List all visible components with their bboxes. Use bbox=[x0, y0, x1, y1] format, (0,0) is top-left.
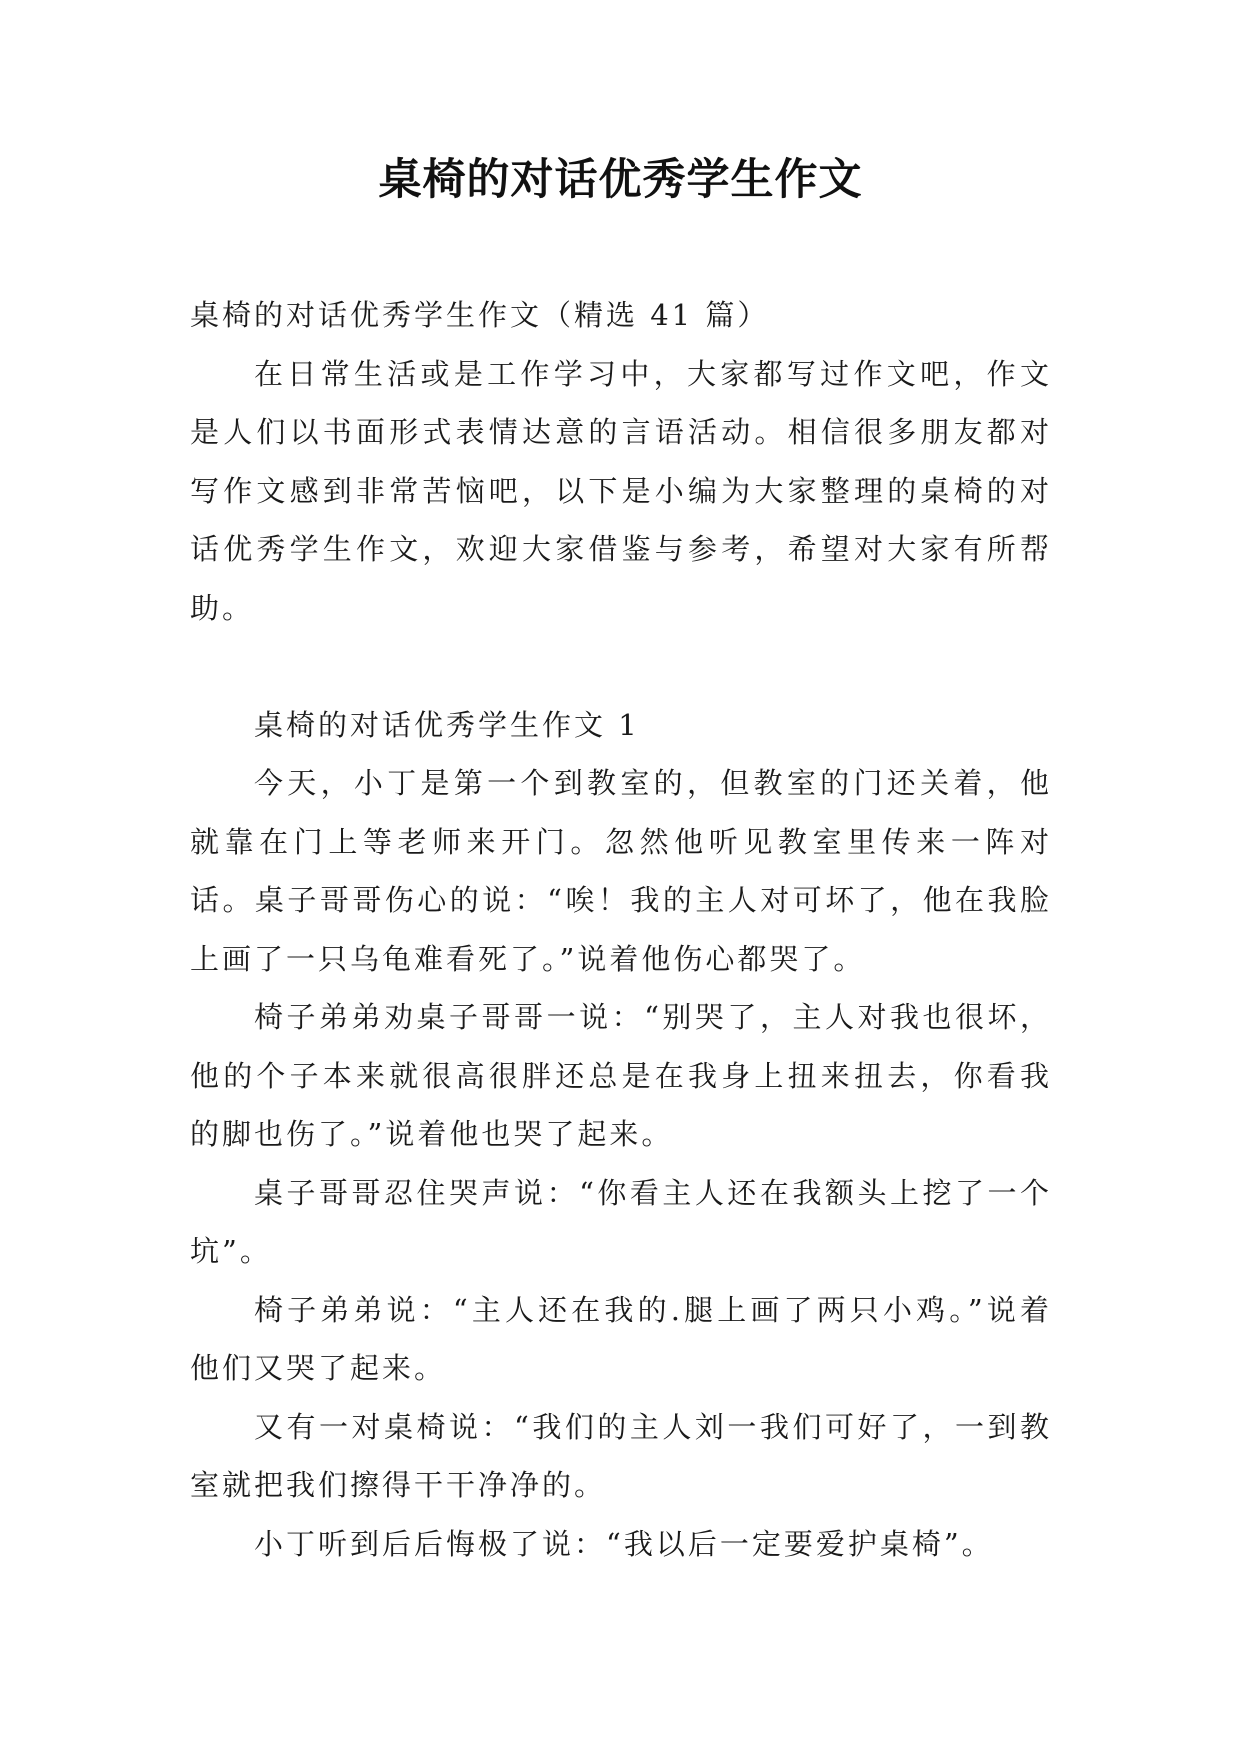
section-heading: 桌椅的对话优秀学生作文 1 bbox=[254, 707, 640, 742]
document-body bbox=[190, 286, 1052, 1573]
body-paragraph: 桌子哥哥忍住哭声说：“你看主人还在我额头上挖了一个坑”。 bbox=[190, 1175, 1052, 1268]
document-title: 桌椅的对话优秀学生作文 bbox=[378, 155, 863, 205]
body-paragraph: 又有一对桌椅说：“我们的主人刘一我们可好了，一到教室就把我们擦得干干净净的。 bbox=[190, 1409, 1052, 1502]
body-paragraph: 椅子弟弟说：“主人还在我的.腿上画了两只小鸡。”说着他们又哭了起来。 bbox=[190, 1292, 1052, 1385]
body-paragraph: 小丁听到后后悔极了说：“我以后一定要爱护桌椅”。 bbox=[254, 1526, 994, 1561]
document-subtitle: 桌椅的对话优秀学生作文（精选 41 篇） bbox=[190, 298, 770, 332]
intro-paragraph: 在日常生活或是工作学习中，大家都写过作文吧，作文是人们以书面形式表情达意的言语活动。相信很多朋友都对写作文感到非常苦恼吧，以下是小编为大家整理的桌椅的对话优秀学生作文，欢迎大家借鉴与参考，希望对大家有所帮助。 bbox=[190, 356, 1052, 625]
body-paragraph: 椅子弟弟劝桌子哥哥一说：“别哭了，主人对我也很坏，他的个子本来就很高很胖还总是在我身上扭来扭去，你看我的脚也伤了。”说着他也哭了起来。 bbox=[190, 1000, 1052, 1151]
body-paragraph: 今天，小丁是第一个到教室的，但教室的门还关着，他就靠在门上等老师来开门。忽然他听见教室里传来一阵对话。桌子哥哥伤心的说：“唉！我的主人对可坏了，他在我脸上画了一只乌龟难看死了。”说着他伤心都哭了。 bbox=[190, 766, 1052, 976]
